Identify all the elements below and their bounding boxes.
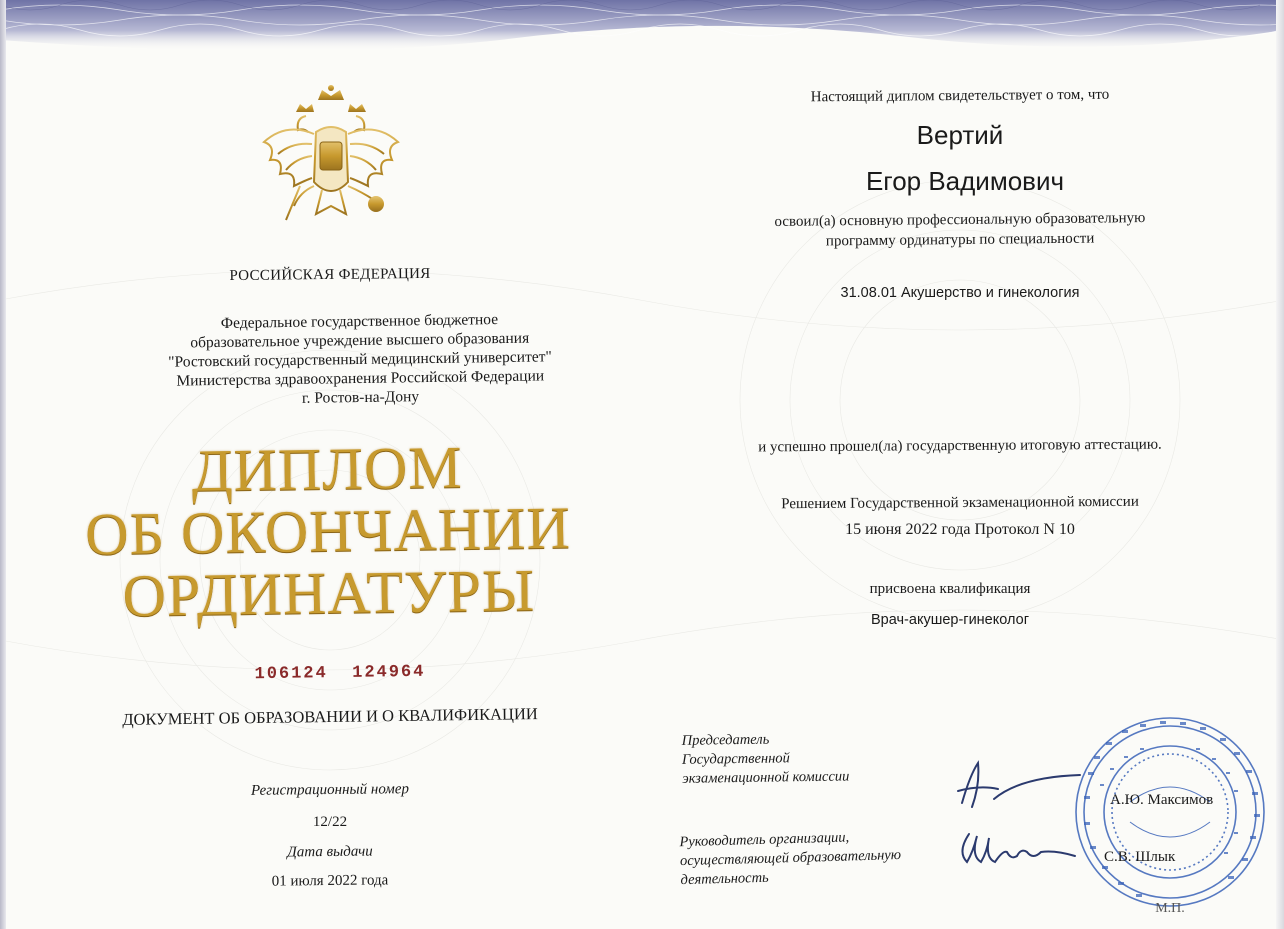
program-statement-line: программу ординатуры по специальности: [825, 230, 1095, 250]
title-line: ОРДИНАТУРЫ: [122, 557, 536, 629]
organization-head-name: С.В. Шлык: [1104, 849, 1176, 865]
head-label-line: осуществляющей образовательную: [679, 847, 902, 870]
chair-label-line: Председатель: [681, 731, 770, 749]
title-line: ОБ ОКОНЧАНИИ: [84, 494, 572, 568]
institution-block: [119, 309, 600, 411]
chair-label-line: Государственной: [681, 750, 790, 768]
program-statement: [700, 207, 1220, 252]
diploma-title: [47, 434, 610, 628]
program-statement-line: освоил(а) основную профессиональную образовательную: [774, 210, 1146, 230]
chair-label-line: экзаменационной комиссии: [682, 768, 850, 787]
qualification: Врач-акушер-гинеколог: [871, 612, 1029, 628]
institution-line: г. Ростов-на-Дону: [301, 388, 420, 407]
specialty: 31.08.01 Акушерство и гинекология: [840, 285, 1080, 301]
institution-line: Министерства здравоохранения Российской Федерации: [176, 367, 545, 390]
graduate-surname: Вертий: [916, 120, 1004, 150]
issue-date: 01 июля 2022 года: [271, 872, 389, 890]
organization-head-label: [679, 825, 980, 890]
registration-number-label: Регистрационный номер: [250, 781, 410, 799]
guilloche-top-band: [0, 0, 1284, 70]
stamp-mark-label: М.П.: [1155, 901, 1185, 916]
commission-decision-date: 15 июня 2022 года Протокол N 10: [845, 521, 1075, 538]
official-seal-stamp: [1070, 712, 1270, 922]
page-right-edge: [1276, 0, 1284, 929]
issue-date-label: Дата выдачи: [287, 843, 373, 861]
title-line: ДИПЛОМ: [191, 434, 464, 504]
document-type: ДОКУМЕНТ ОБ ОБРАЗОВАНИИ И О КВАЛИФИКАЦИИ: [122, 704, 538, 729]
attestation-statement: и успешно прошел(ла) государственную итоговую аттестацию.: [758, 436, 1162, 456]
commission-chair-name: А.Ю. Максимов: [1110, 792, 1214, 808]
page-left-edge: [0, 0, 6, 929]
graduate-given-names: Егор Вадимович: [865, 166, 1065, 196]
country-name: РОССИЙСКАЯ ФЕДЕРАЦИЯ: [229, 265, 431, 285]
qualification-label: присвоена квалификация: [869, 581, 1031, 597]
institution-line: образовательное учреждение высшего образования: [190, 329, 530, 352]
registration-number: 12/22: [312, 814, 348, 830]
certificate-intro: Настоящий диплом свидетельствует о том, что: [810, 86, 1110, 106]
commission-chair-label: [682, 728, 943, 789]
commission-decision: Решением Государственной экзаменационной комиссии: [781, 493, 1139, 513]
institution-line: "Ростовский государственный медицинский университет": [168, 348, 552, 371]
double-headed-eagle-emblem-icon: [256, 82, 406, 247]
head-label-line: деятельность: [680, 869, 769, 889]
head-label-line: Руководитель организации,: [679, 829, 850, 851]
serial-number: 106124 124964: [254, 662, 426, 685]
institution-line: Федеральное государственное бюджетное: [220, 311, 499, 332]
